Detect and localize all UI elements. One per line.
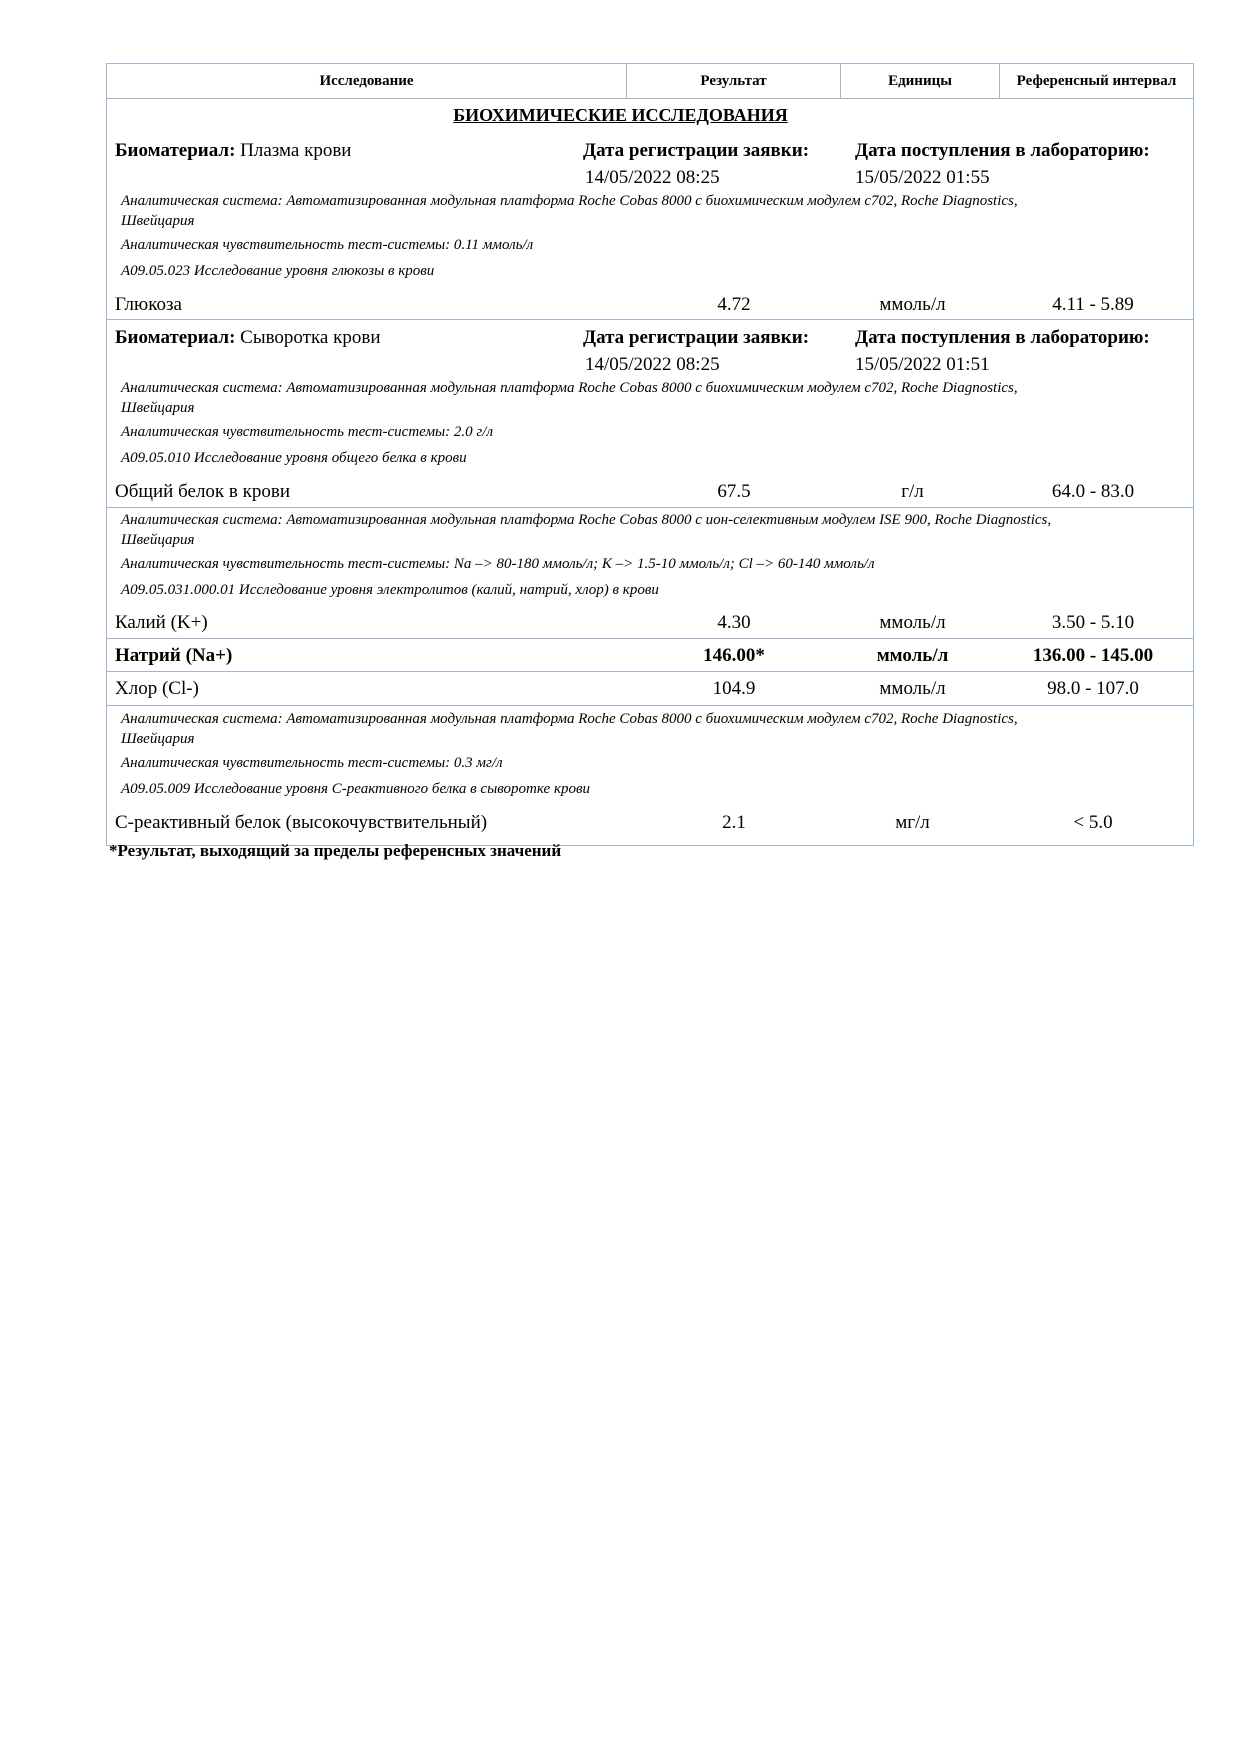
test-result: 4.30: [717, 612, 751, 633]
test-name: Общий белок в крови: [115, 481, 291, 502]
biomaterial-label: Биоматериал:: [115, 327, 236, 348]
section-title: БИОХИМИЧЕСКИЕ ИССЛЕДОВАНИЯ: [453, 105, 788, 125]
test-name: Хлор (Cl-): [115, 678, 199, 699]
biomaterial-label: Биоматериал:: [115, 140, 236, 161]
table-body: [106, 98, 1194, 846]
test-code: A09.05.023 Исследование уровня глюкозы в крови: [121, 263, 435, 279]
test-units: г/л: [901, 481, 924, 502]
arrival-date-value: 15/05/2022 01:51: [855, 354, 990, 375]
test-units: мг/л: [895, 812, 930, 833]
test-code: A09.05.031.000.01 Исследование уровня электролитов (калий, натрий, хлор) в крови: [121, 582, 659, 598]
test-result: 104.9: [712, 678, 756, 699]
row-divider: [106, 507, 1194, 508]
header-result: Результат: [627, 64, 841, 98]
row-divider: [106, 638, 1194, 639]
test-units: ммоль/л: [879, 612, 946, 633]
header-study: Исследование: [107, 64, 627, 98]
arrival-date-label: Дата поступления в лабораторию:: [855, 140, 1150, 161]
test-result: 4.72: [717, 294, 751, 315]
analytic-system: Аналитическая система: Автоматизированная модульная платформа Roche Cobas 8000 с биохимическим модулем с702, Roche Diagnostics,: [121, 380, 1018, 396]
header-reference: Референсный интервал: [1016, 72, 1177, 89]
table-header: [106, 63, 1194, 99]
test-code: A09.05.010 Исследование уровня общего белка в крови: [121, 450, 467, 466]
reg-date-label: Дата регистрации заявки:: [583, 140, 810, 161]
row-divider: [106, 319, 1194, 320]
test-name: С-реактивный белок (высокочувствительный): [115, 812, 488, 833]
test-reference: 64.0 - 83.0: [1051, 481, 1135, 502]
row-divider: [106, 671, 1194, 672]
biomaterial-1: [115, 140, 351, 162]
test-result: 67.5: [717, 481, 751, 502]
reg-date-value: 14/05/2022 08:25: [585, 354, 720, 375]
sensitivity: Аналитическая чувствительность тест-системы: 0.3 мг/л: [121, 755, 503, 771]
biomaterial-value: Сыворотка крови: [235, 327, 381, 348]
analytic-system-cont: Швейцария: [121, 532, 195, 548]
analytic-system: Аналитическая система: Автоматизированная модульная платформа Roche Cobas 8000 с ион-селективным модулем ISE 900, Roche Diagnostics,: [121, 512, 1052, 528]
test-units: ммоль/л: [876, 645, 949, 666]
analytic-system-cont: Швейцария: [121, 400, 195, 416]
sensitivity: Аналитическая чувствительность тест-системы: 2.0 г/л: [121, 424, 493, 440]
analytic-system: Аналитическая система: Автоматизированная модульная платформа Roche Cobas 8000 с биохимическим модулем с702, Roche Diagnostics,: [121, 193, 1018, 209]
reg-date-value: 14/05/2022 08:25: [585, 167, 720, 188]
test-reference: 136.00 - 145.00: [1032, 645, 1154, 666]
footnote: *Результат, выходящий за пределы референсных значений: [109, 841, 562, 860]
test-name: Калий (K+): [115, 612, 208, 633]
test-code: A09.05.009 Исследование уровня С-реактивного белка в сыворотке крови: [121, 781, 590, 797]
test-units: ммоль/л: [879, 294, 946, 315]
sensitivity: Аналитическая чувствительность тест-системы: Na –> 80-180 ммоль/л; K –> 1.5-10 ммоль/л; Cl –> 60-140 ммоль/л: [121, 556, 875, 572]
test-result: 146.00*: [703, 645, 765, 666]
test-name: Натрий (Na+): [115, 645, 233, 666]
test-name: Глюкоза: [115, 294, 182, 315]
biomaterial-value: Плазма крови: [235, 140, 352, 161]
test-reference: 4.11 - 5.89: [1052, 294, 1134, 315]
test-reference: 3.50 - 5.10: [1051, 612, 1135, 633]
test-reference: < 5.0: [1073, 812, 1113, 833]
test-reference: 98.0 - 107.0: [1047, 678, 1139, 699]
analytic-system: Аналитическая система: Автоматизированная модульная платформа Roche Cobas 8000 с биохимическим модулем с702, Roche Diagnostics,: [121, 711, 1018, 727]
test-result: 2.1: [722, 812, 746, 833]
row-divider: [106, 705, 1194, 706]
biomaterial-2: [115, 327, 381, 349]
arrival-date-label: Дата поступления в лабораторию:: [855, 327, 1150, 348]
header-units: Единицы: [841, 64, 1000, 98]
analytic-system-cont: Швейцария: [121, 213, 195, 229]
analytic-system-cont: Швейцария: [121, 731, 195, 747]
sensitivity: Аналитическая чувствительность тест-системы: 0.11 ммоль/л: [121, 237, 534, 253]
arrival-date-value: 15/05/2022 01:55: [855, 167, 990, 188]
test-units: ммоль/л: [879, 678, 946, 699]
reg-date-label: Дата регистрации заявки:: [583, 327, 810, 348]
